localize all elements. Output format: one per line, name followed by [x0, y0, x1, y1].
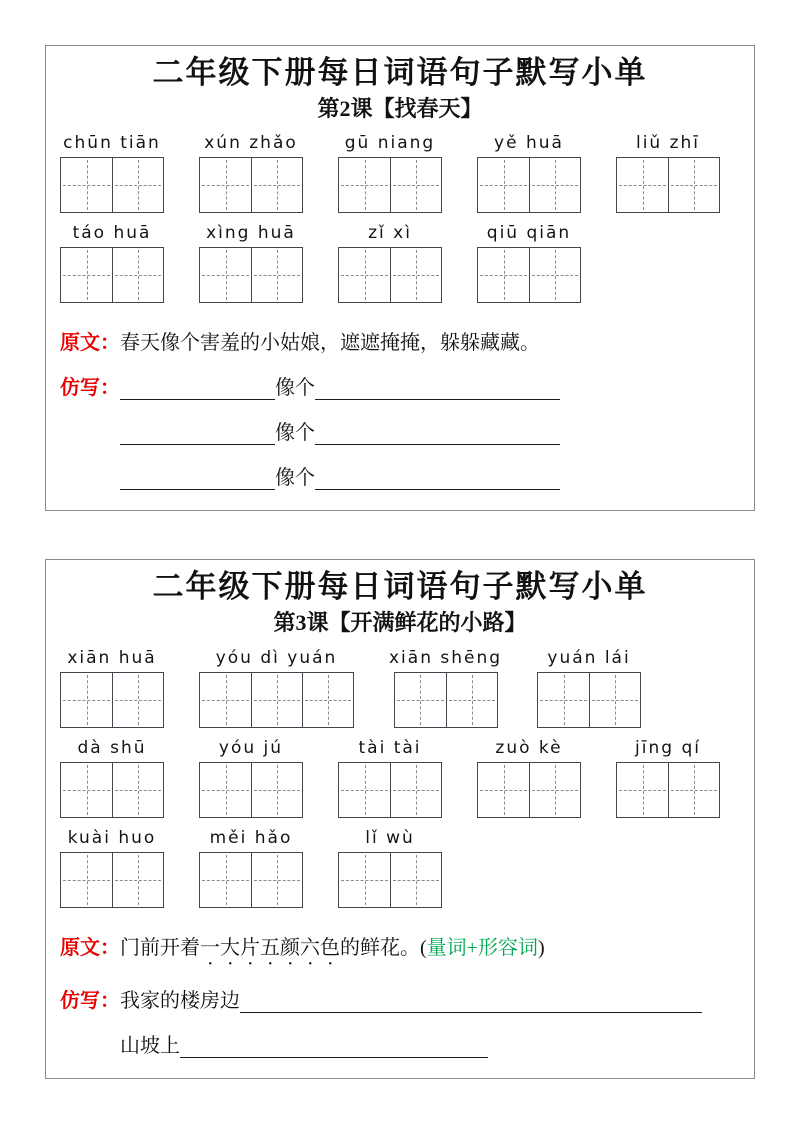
- writing-cell: [112, 853, 163, 907]
- original-text-part: (: [420, 936, 427, 959]
- writing-cell: [617, 763, 668, 817]
- writing-cell: [251, 853, 302, 907]
- word-group: [616, 738, 720, 818]
- pinyin-label: jīng qí: [635, 737, 701, 758]
- imitation-prefix: 山坡上: [120, 1034, 180, 1057]
- writing-cell: [390, 248, 441, 302]
- writing-cell: [112, 763, 163, 817]
- original-text-part: 一大片: [200, 936, 260, 959]
- writing-cell: [478, 248, 529, 302]
- writing-cell: [200, 248, 251, 302]
- blank-line: [315, 376, 560, 400]
- word-group: [338, 738, 442, 818]
- writing-cell: [302, 673, 353, 727]
- blank-line: [120, 376, 275, 400]
- original-label: 原文：: [60, 936, 120, 959]
- word-group: [199, 133, 303, 213]
- writing-cell: [538, 673, 589, 727]
- writing-cell: [478, 158, 529, 212]
- imitation-connector: 像个: [275, 467, 315, 490]
- writing-cell: [668, 158, 719, 212]
- writing-cell: [61, 248, 112, 302]
- word-grid-section: [60, 648, 740, 908]
- pinyin-label: yóu jú: [218, 737, 284, 758]
- imitation-line: [120, 984, 740, 1013]
- word-group: [199, 648, 354, 728]
- writing-cell: [251, 248, 302, 302]
- pinyin-label: xiān shēng: [389, 647, 503, 668]
- blank-line: [315, 466, 560, 490]
- word-group: [60, 738, 164, 818]
- imitation-connector: 像个: [275, 377, 315, 400]
- card-title: 二年级下册每日词语句子默写小单: [152, 55, 648, 90]
- word-group: [616, 133, 720, 213]
- writing-cell: [200, 158, 251, 212]
- lesson-3-card: [45, 559, 755, 1078]
- word-group: [338, 828, 442, 908]
- writing-cell: [529, 248, 580, 302]
- writing-grid: [477, 157, 581, 213]
- writing-grid: [338, 762, 442, 818]
- writing-grid: [477, 762, 581, 818]
- pinyin-label: gū niang: [344, 133, 436, 154]
- word-row: [60, 648, 740, 728]
- writing-grid: [616, 157, 720, 213]
- blank-line: [240, 989, 702, 1013]
- word-group: [199, 223, 303, 303]
- lesson-2-card: [45, 45, 755, 511]
- word-group: [338, 223, 442, 303]
- pinyin-label: zuò kè: [495, 737, 563, 758]
- word-row: [60, 223, 740, 303]
- writing-cell: [589, 673, 640, 727]
- writing-cell: [390, 763, 441, 817]
- word-group: [199, 828, 303, 908]
- card-subtitle: 第3课【开满鲜花的小路】: [273, 610, 527, 636]
- card-title: 二年级下册每日词语句子默写小单: [152, 569, 648, 605]
- imitation-prefix: 我家的楼房边: [120, 989, 240, 1012]
- writing-cell: [200, 673, 251, 727]
- writing-cell: [339, 853, 390, 907]
- writing-grid: [537, 672, 641, 728]
- imitation-label: 仿写：: [60, 989, 120, 1012]
- original-text-part: 门前开着: [120, 936, 200, 959]
- original-text-part: ): [537, 936, 545, 959]
- pinyin-label: xún zhǎo: [204, 133, 298, 154]
- word-group: [60, 648, 164, 728]
- writing-cell: [446, 673, 497, 727]
- pinyin-label: dà shū: [77, 737, 147, 758]
- writing-grid: [199, 852, 303, 908]
- pinyin-label: liǔ zhī: [635, 133, 701, 154]
- writing-grid: [477, 247, 581, 303]
- writing-grid: [199, 157, 303, 213]
- writing-cell: [61, 158, 112, 212]
- writing-cell: [339, 763, 390, 817]
- imitation-connector: 像个: [275, 422, 315, 445]
- writing-grid: [338, 157, 442, 213]
- word-group: [60, 133, 164, 213]
- writing-cell: [112, 158, 163, 212]
- word-row: [60, 828, 740, 908]
- writing-grid: [60, 672, 164, 728]
- pinyin-label: zǐ xì: [368, 223, 412, 244]
- pinyin-label: yuán lái: [547, 647, 631, 668]
- pinyin-label: lǐ wù: [365, 827, 415, 848]
- original-text-part: 春天像个害羞的小姑娘，遮遮掩掩，躲躲藏藏。: [120, 332, 540, 355]
- writing-cell: [390, 158, 441, 212]
- original-label: 原文：: [60, 332, 120, 355]
- original-sentence-row: [60, 934, 740, 970]
- imitation-lines: [120, 984, 740, 1058]
- writing-cell: [668, 763, 719, 817]
- blank-line: [120, 466, 275, 490]
- word-group: [338, 133, 442, 213]
- imitation-line: [120, 1029, 740, 1058]
- original-text-part: 五颜六色: [260, 936, 340, 959]
- writing-cell: [61, 853, 112, 907]
- word-group: [477, 133, 581, 213]
- word-group: [199, 738, 303, 818]
- word-group: [389, 648, 502, 728]
- word-group: [537, 648, 641, 728]
- pinyin-label: yóu dì yuán: [215, 647, 338, 668]
- writing-cell: [617, 158, 668, 212]
- word-group: [477, 223, 581, 303]
- writing-cell: [61, 763, 112, 817]
- writing-grid: [199, 247, 303, 303]
- writing-grid: [60, 247, 164, 303]
- blank-line: [180, 1034, 488, 1058]
- original-note: 量词+形容词: [426, 936, 538, 959]
- pinyin-label: yě huā: [494, 133, 564, 154]
- pinyin-label: kuài huo: [67, 827, 157, 848]
- writing-grid: [60, 852, 164, 908]
- word-row: [60, 133, 740, 213]
- word-group: [477, 738, 581, 818]
- word-grid-section: [60, 133, 740, 303]
- writing-grid: [338, 852, 442, 908]
- blank-line: [120, 421, 275, 445]
- writing-cell: [251, 763, 302, 817]
- word-row: [60, 738, 740, 818]
- card-subtitle: 第2课【找春天】: [317, 95, 483, 121]
- imitation-line: [120, 416, 740, 445]
- writing-cell: [112, 248, 163, 302]
- writing-cell: [200, 763, 251, 817]
- imitation-line: [120, 371, 740, 400]
- writing-grid: [199, 672, 354, 728]
- writing-cell: [339, 248, 390, 302]
- imitation-lines: [120, 371, 740, 490]
- writing-cell: [61, 673, 112, 727]
- pinyin-label: qiū qiān: [486, 223, 572, 244]
- writing-grid: [60, 762, 164, 818]
- original-text-part: 的鲜花。: [340, 936, 420, 959]
- writing-grid: [338, 247, 442, 303]
- writing-cell: [529, 158, 580, 212]
- original-sentence: [120, 332, 540, 354]
- original-sentence-row: [60, 329, 740, 357]
- pinyin-label: táo huā: [72, 223, 152, 244]
- writing-cell: [112, 673, 163, 727]
- original-sentence: [120, 937, 545, 959]
- writing-grid: [60, 157, 164, 213]
- imitation-section: [60, 984, 740, 1058]
- imitation-label: 仿写：: [60, 377, 120, 400]
- writing-grid: [394, 672, 498, 728]
- writing-cell: [390, 853, 441, 907]
- word-group: [60, 828, 164, 908]
- writing-cell: [251, 158, 302, 212]
- writing-grid: [199, 762, 303, 818]
- writing-cell: [251, 673, 302, 727]
- writing-cell: [529, 763, 580, 817]
- pinyin-label: měi hǎo: [209, 827, 293, 848]
- writing-cell: [395, 673, 446, 727]
- imitation-section: [60, 371, 740, 490]
- writing-cell: [200, 853, 251, 907]
- pinyin-label: xiān huā: [67, 647, 157, 668]
- word-group: [60, 223, 164, 303]
- imitation-line: [120, 461, 740, 490]
- writing-grid: [616, 762, 720, 818]
- writing-cell: [478, 763, 529, 817]
- pinyin-label: chūn tiān: [63, 133, 161, 154]
- pinyin-label: tài tài: [358, 737, 422, 758]
- blank-line: [315, 421, 560, 445]
- pinyin-label: xìng huā: [206, 223, 296, 244]
- writing-cell: [339, 158, 390, 212]
